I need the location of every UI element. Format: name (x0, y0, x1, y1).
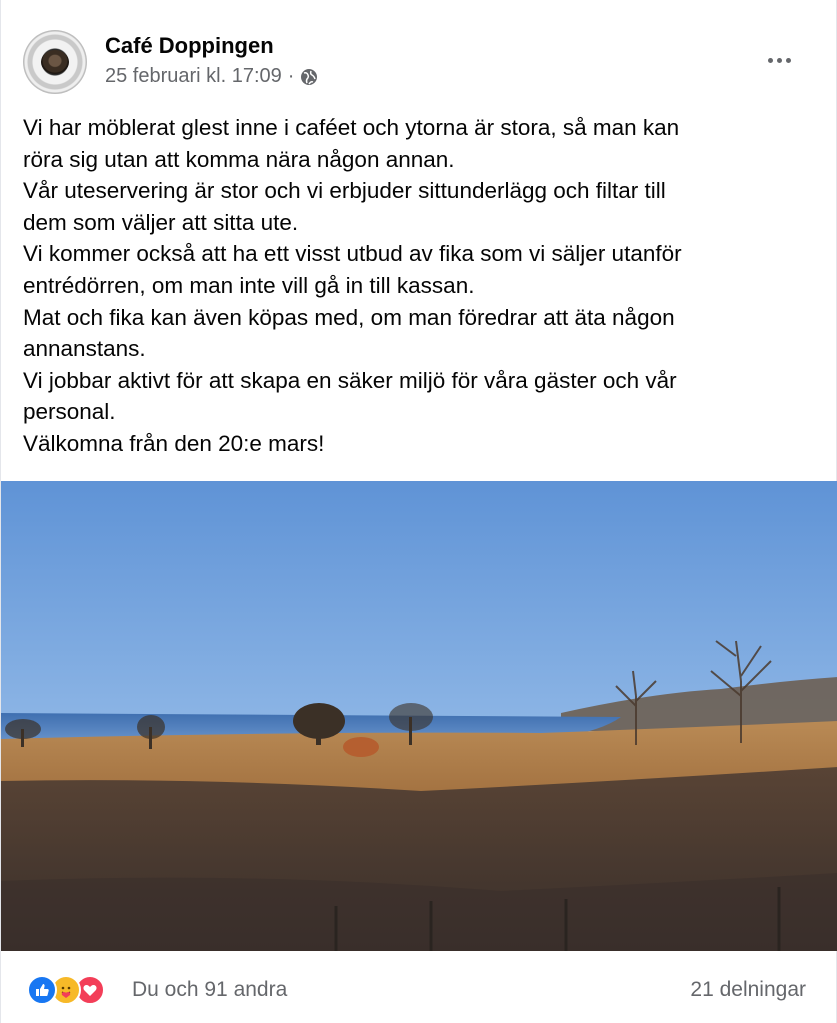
reaction-count[interactable]: Du och 91 andra (132, 978, 288, 1001)
share-count[interactable]: 21 delningar (690, 978, 806, 1001)
page-name[interactable]: Café Doppingen (105, 33, 274, 58)
reaction-icons[interactable] (27, 974, 99, 1006)
post-timestamp[interactable]: 25 februari kl. 17:09 (105, 65, 282, 87)
post-text-line: Vi kommer också att ha ett visst utbud av fika som vi säljer utanför (23, 241, 682, 267)
landscape-photo (1, 481, 837, 951)
post-text-line: Vår uteservering är stor och vi erbjuder sittunderlägg och filtar till (23, 178, 666, 204)
post-text-line: Vi jobbar aktivt för att skapa en säker miljö för våra gäster och vår (23, 367, 677, 393)
meta-separator: · (287, 65, 295, 87)
post-text-line: annanstans. (23, 336, 146, 362)
post-text-line: personal. (23, 399, 116, 425)
post-photo[interactable] (1, 481, 837, 951)
globe-icon[interactable] (300, 68, 318, 86)
post-text-line: Välkomna från den 20:e mars! (23, 430, 325, 456)
post-text-line: entrédörren, om man inte vill gå in till kassan. (23, 272, 475, 298)
post-header (1, 0, 837, 108)
post-text-line: dem som väljer att sitta ute. (23, 209, 299, 235)
post-text-line: Vi har möblerat glest inne i caféet och ytorna är stora, så man kan (23, 115, 680, 140)
post-text-line: röra sig utan att komma nära någon annan. (23, 146, 455, 172)
more-options-icon[interactable] (759, 48, 799, 72)
like-icon (27, 975, 57, 1005)
page-avatar[interactable] (23, 30, 87, 94)
post-text (23, 112, 813, 460)
coffee-cup-icon (41, 50, 69, 74)
post-text-line: Mat och fika kan även köpas med, om man föredrar att äta någon (23, 304, 675, 330)
post-meta (105, 65, 318, 88)
